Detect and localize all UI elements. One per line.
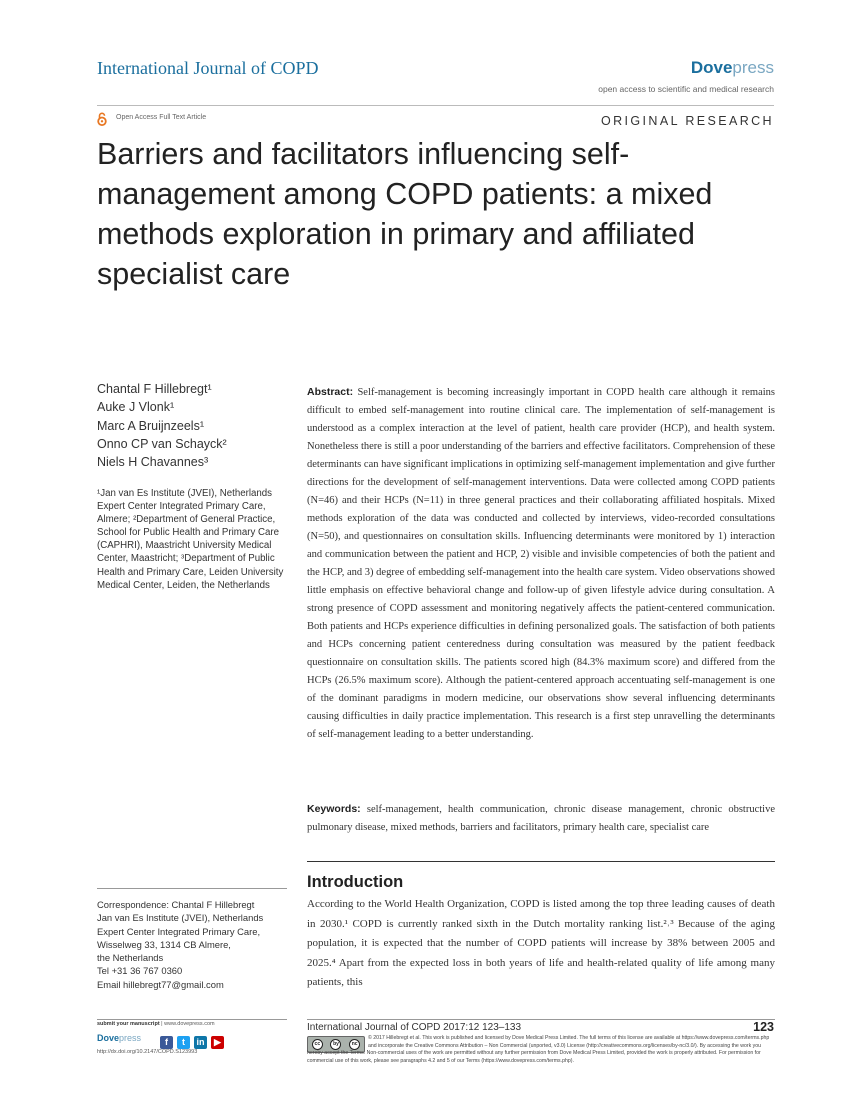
submit-manuscript-link[interactable]: submit your manuscript | www.dovepress.com xyxy=(97,1021,215,1027)
correspondence-line: Expert Center Integrated Primary Care, xyxy=(97,925,261,937)
introduction-text: According to the World Health Organization, COPD is listed among the top three leading causes of death in 2030.¹ COPD is currently ranked sixth in the Dutch mortality ranking list.²˒³ Because of the aging population, it is expected that the number of COPD patients will increase by 38% between 2005 and 2025.⁴ Apart from the expected loss in both years of life and health-related quality of life among many patients, this xyxy=(307,898,775,988)
keywords xyxy=(307,800,775,837)
open-access-lock-icon xyxy=(97,112,107,126)
footer-divider-left xyxy=(97,1019,287,1020)
open-access-label: Open Access Full Text Article xyxy=(116,114,207,121)
article-type: ORIGINAL RESEARCH xyxy=(600,114,774,128)
introduction-heading: Introduction xyxy=(307,873,404,891)
youtube-icon[interactable]: ▶ xyxy=(211,1036,224,1049)
correspondence-line: Tel +31 36 767 0360 xyxy=(97,965,183,977)
correspondence-block xyxy=(97,898,287,991)
keywords-label: Keywords: xyxy=(307,803,361,815)
footer-divider-right xyxy=(307,1019,775,1020)
author-list xyxy=(97,380,287,471)
footer-publisher-logo[interactable] xyxy=(97,1033,141,1043)
publisher-logo-part2: press xyxy=(732,58,774,77)
page-number: 123 xyxy=(753,1020,774,1034)
journal-title: International Journal of COPD xyxy=(97,58,319,78)
publisher-logo-part1: Dove xyxy=(690,58,733,77)
citation: International Journal of COPD 2017:12 123–133 xyxy=(307,1022,522,1033)
article-title: Barriers and facilitators influencing self-management among COPD patients: a mixed methods exploration in primary and affiliated specialist care xyxy=(97,137,713,291)
author-name: Auke J Vlonk¹ xyxy=(97,400,175,415)
submit-url: www.dovepress.com xyxy=(164,1021,215,1027)
submit-label: submit your manuscript xyxy=(97,1021,160,1027)
correspondence-divider xyxy=(97,888,287,889)
doi-link[interactable]: http://dx.doi.org/10.2147/COPD.S123993 xyxy=(97,1049,198,1055)
license-text: © 2017 Hillebregt et al. This work is published and licensed by Dove Medical Press Limited. The full terms of this license are available at https://www.dovepress.com/terms.php and incorporate the Creative Commons Attribution – Non Commercial (unported, v3.0) License (http://creativecommons.org/licenses/by-nc/3.0/). By accessing the work you xyxy=(368,1035,770,1049)
linkedin-icon[interactable]: in xyxy=(194,1036,207,1049)
footer-publisher-part2: press xyxy=(119,1033,142,1043)
author-name: Marc A Bruijnzeels¹ xyxy=(97,418,204,433)
correspondence-line: Wisselweg 33, 1314 CB Almere, xyxy=(97,938,231,950)
license-text-continued: hereby accept the Terms. Non-commercial uses of the work are permitted without any further permission from Dove Medical Press Limited, provided the work is properly attributed. For permission for commercial use of this work, please see paragraphs 4.2 and 5 of our Terms (https://www.dovepress.com/terms.php). xyxy=(307,1050,761,1064)
abstract-text: Self-management is becoming increasingly important in COPD health care although it remains difficult to embed self-management into routine clinical care. The implementation of self-management is understood as a complex interaction at the level of patient, health care provider (HCP), and health system. Nonetheless there is still a poor understanding of the barriers and effective facilitators. Comprehension of these determinants can have significant implications in optimizing self-management implementation and give further directions for the development of self-management interventions. Data were collected among COPD patients (N=46) and their HCPs (N=11) in three general practices and their collaborating affiliated hospitals. Mixed methods exploration of the data was conducted and collected by interviews, video-recorded consultations (N=50), and questionnaires on consultation skills. Influencing determinants were monitored by 1) interaction and communication between the patient and HCP, 2) visible and invisible competencies of both the patient and the HCP, and 3) degree of embedding self-management into the health care system. Video observations showed little emphasis on effective behavioral change and follow-up of given lifestyle advice during consultation. A strong presence of COPD assessment and monitoring negatively affects the patient-centered communication. Both patients and HCPs experience difficulties in defining personalized goals. The satisfaction of both patients and HCPs concerning patient centeredness during consultation was measured by the patient feedback questionnaire on consultation skills. The patients scored high (84.3% maximum score) and differed from the HCPs (26.5% maximum score). Although the patient-centered approach accentuating self-management is one of the dominant paradigms in modern medicine, our observations show several influencing determinants causing difficulties in daily practice implementation. This research is a first step unravelling the determinants of self-management leading to a better understanding. xyxy=(307,387,776,740)
creative-commons-icon[interactable]: cc by nc xyxy=(307,1036,365,1053)
facebook-icon[interactable]: f xyxy=(160,1036,173,1049)
correspondence-line: Correspondence: Chantal F Hillebregt xyxy=(97,899,255,910)
author-name: Onno CP van Schayck² xyxy=(97,436,227,451)
publisher-logo[interactable] xyxy=(691,58,774,78)
header-divider xyxy=(97,105,774,106)
twitter-icon[interactable]: t xyxy=(177,1036,190,1049)
correspondence-email[interactable]: Email hillebregt77@gmail.com xyxy=(97,978,224,990)
correspondence-line: Jan van Es Institute (JVEI), Netherlands xyxy=(97,912,264,924)
footer-publisher-part1: Dove xyxy=(97,1033,120,1043)
author-name: Chantal F Hillebregt¹ xyxy=(97,382,212,396)
correspondence-line: the Netherlands xyxy=(97,952,164,964)
abstract xyxy=(307,383,775,744)
author-name: Niels H Chavannes³ xyxy=(97,455,209,470)
affiliations: ¹Jan van Es Institute (JVEI), Netherlands Expert Center Integrated Primary Care, Almere; ²Department of General Practice, School for Public Health and Primary Care (CAPHRI), Maastricht University Medical Center, Maastricht; ³Department of Public Health and Primary Care, Leiden University Medical Center, Leiden, the Netherlands xyxy=(97,488,284,591)
abstract-label: Abstract: xyxy=(307,386,354,398)
social-links xyxy=(160,1032,228,1046)
abstract-divider xyxy=(307,861,775,862)
publisher-tagline: open access to scientific and medical research xyxy=(598,84,774,94)
keywords-text: self-management, health communication, chronic disease management, chronic obstructive pulmonary disease, mixed methods, barriers and facilitators, primary health care, specialist care xyxy=(307,804,775,833)
